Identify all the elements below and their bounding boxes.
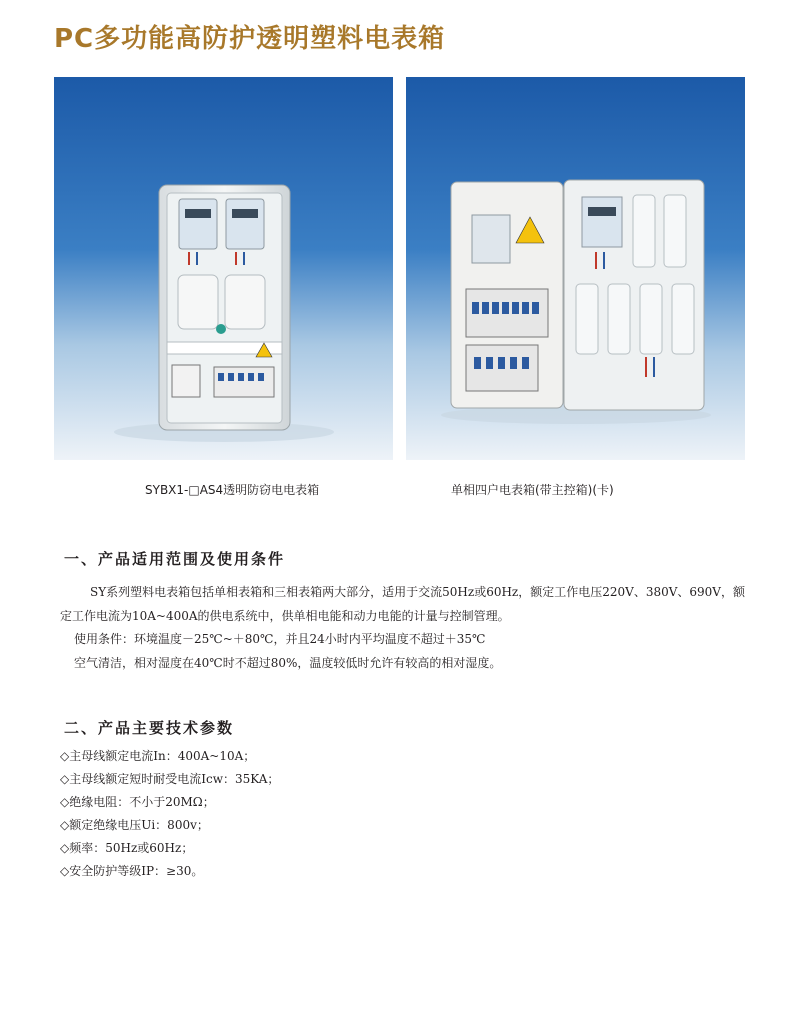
section-heading: 二、产品主要技术参数 (64, 719, 235, 737)
figure-caption: 单相四户电表箱(带主控箱)(卡) (451, 483, 614, 497)
spec-item: ◇频率：50Hz或60Hz； (60, 841, 194, 855)
spec-item: ◇主母线额定短时耐受电流Icw：35KA； (60, 772, 280, 786)
spec-item: ◇主母线额定电流In：400A~10A； (60, 749, 256, 763)
page-title: PC多功能高防护透明塑料电表箱 (54, 24, 446, 54)
section-heading: 一、产品适用范围及使用条件 (64, 550, 286, 568)
spec-item: ◇安全防护等级IP：≥30。 (60, 864, 204, 878)
spec-item: ◇绝缘电阻：不小于20MΩ； (60, 795, 215, 809)
spec-list (60, 745, 279, 883)
product-photo-four-household-box (406, 77, 745, 460)
figure-caption: SYBX1-□AS4透明防窃电电表箱 (145, 483, 320, 497)
spec-item: ◇额定绝缘电压Ui：800v； (60, 818, 209, 832)
product-photo-single-phase-box (54, 77, 393, 460)
body-paragraph: SY系列塑料电表箱包括单相表箱和三相表箱两大部分，适用于交流50Hz或60Hz，额定工作电压220V、380V、690V，额定工作电流为10A~400A的供电系统中，供单相电能和动力电能的计量与控制管理。 (60, 585, 745, 623)
body-paragraph: 使用条件：环境温度－25℃~＋80℃，并且24小时内平均温度不超过＋35℃ (74, 632, 486, 646)
body-paragraph: 空气清洁，相对湿度在40℃时不超过80%，温度较低时允许有较高的相对湿度。 (74, 656, 502, 670)
